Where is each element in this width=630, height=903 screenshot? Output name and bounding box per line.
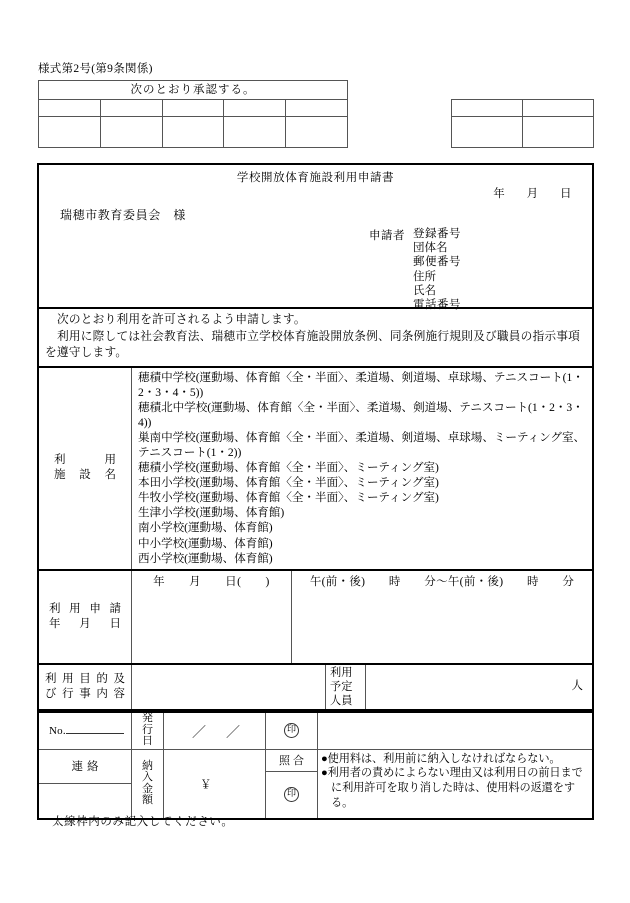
field-phone-number: 電話番号 bbox=[413, 299, 461, 312]
submission-date bbox=[475, 185, 572, 201]
attendance-unit-label: 人 bbox=[571, 679, 583, 692]
office-notes bbox=[318, 750, 592, 818]
field-group-name-text: 団体名 bbox=[413, 242, 448, 255]
attendance-label-line-3: 人員 bbox=[330, 694, 353, 707]
attendance-label-line-2: 予定 bbox=[330, 680, 353, 693]
form-number: 様式第2号(第9条関係) bbox=[38, 63, 153, 75]
use-date-day-header: 年 月 日( ) bbox=[153, 575, 270, 588]
issue-date-input[interactable] bbox=[164, 713, 266, 749]
year-label: 年 bbox=[493, 188, 506, 200]
list-item[interactable]: 穂積北中学校(運動場、体育館〈全・半面〉、柔道場、剣道場、テニスコート(1・2・3・4)) bbox=[138, 400, 584, 429]
statement-block bbox=[39, 309, 592, 368]
facilities-label-line-1: 利 用 bbox=[54, 454, 116, 467]
month-label: 月 bbox=[526, 188, 539, 200]
date-slash-icon: ／ bbox=[226, 725, 240, 741]
issue-date-label bbox=[132, 713, 164, 749]
payment-label-line-1: 納 bbox=[142, 759, 153, 772]
attendance-label bbox=[326, 665, 366, 709]
approval-right-title-row bbox=[452, 100, 594, 117]
attendance-label-line-1: 利用 bbox=[330, 666, 353, 679]
approval-right-cell[interactable] bbox=[452, 117, 523, 148]
receipt-number-cell[interactable] bbox=[39, 713, 132, 749]
use-date-time-header: 午(前・後) 時 分〜午(前・後) 時 分 bbox=[309, 575, 575, 588]
list-item[interactable]: 穂積小学校(運動場、体育館〈全・半面〉、ミーティング室) bbox=[138, 461, 439, 475]
approval-cell[interactable] bbox=[286, 117, 348, 148]
payment-label-line-3: 金 bbox=[142, 782, 153, 795]
purpose-label bbox=[39, 665, 132, 709]
statement-line-1: 次のとおり利用を許可されるよう申請します。 bbox=[57, 313, 306, 326]
verification-cell bbox=[266, 750, 318, 818]
issue-date-label-line-3: 日 bbox=[142, 735, 153, 748]
field-name-text: 氏名 bbox=[413, 284, 436, 297]
list-item[interactable]: 本田小学校(運動場、体育館〈全・半面〉、ミーティング室) bbox=[138, 476, 439, 490]
approval-cell[interactable] bbox=[224, 117, 286, 148]
office-use-row-2 bbox=[39, 750, 592, 818]
seal-icon: 印 bbox=[284, 787, 299, 802]
issue-date-label-line-2: 行 bbox=[142, 723, 153, 736]
approval-stamp-row bbox=[39, 117, 348, 148]
payment-label-line-4: 額 bbox=[142, 794, 153, 807]
field-address-text: 住所 bbox=[413, 270, 436, 283]
applicant-fields bbox=[413, 227, 475, 312]
approval-header-label: 次のとおり承認する。 bbox=[39, 81, 348, 100]
list-item[interactable]: 中小学校(運動場、体育館) bbox=[138, 536, 273, 550]
use-date-label-line-1: 利 用 申 請 bbox=[49, 602, 121, 615]
office-note-spacer bbox=[318, 713, 592, 749]
field-address bbox=[413, 270, 475, 284]
approval-cell[interactable] bbox=[286, 100, 348, 117]
use-date-fields bbox=[132, 571, 592, 663]
field-postal-code: 郵便番号 bbox=[413, 256, 461, 269]
field-group-name bbox=[413, 241, 475, 255]
facilities-section bbox=[39, 368, 592, 571]
payment-label-line-2: 入 bbox=[142, 771, 153, 784]
list-item[interactable]: 生津小学校(運動場、体育館) bbox=[138, 506, 285, 520]
receipt-number-label bbox=[49, 725, 124, 737]
list-item[interactable]: 南小学校(運動場、体育館) bbox=[138, 521, 273, 535]
verification-seal-cell[interactable] bbox=[266, 772, 317, 818]
approval-cell[interactable] bbox=[39, 117, 101, 148]
purpose-label-line-1: 利 用 目 的 及 bbox=[45, 672, 125, 685]
use-date-time-column[interactable] bbox=[292, 571, 592, 663]
purpose-label-line-2: び 行 事 内 容 bbox=[45, 687, 125, 700]
office-use-row-1 bbox=[39, 713, 592, 750]
contact-cell[interactable] bbox=[39, 750, 132, 818]
addressee: 瑞穂市教育委員会 様 bbox=[60, 208, 187, 222]
approval-title-row bbox=[39, 100, 348, 117]
office-use-section bbox=[39, 711, 592, 818]
field-registration-number: 登録番号 bbox=[413, 228, 461, 240]
approval-cell[interactable] bbox=[162, 117, 224, 148]
approval-cell[interactable] bbox=[100, 100, 162, 117]
office-note-1: ●使用料は、利用前に納入しなければならない。 bbox=[321, 752, 561, 765]
approval-cell[interactable] bbox=[39, 100, 101, 117]
currency-symbol: ￥ bbox=[200, 778, 212, 791]
seal-icon: 印 bbox=[284, 723, 299, 738]
contact-label: 連絡 bbox=[39, 750, 131, 784]
use-date-day-column[interactable] bbox=[132, 571, 292, 663]
applicant-block bbox=[369, 227, 475, 312]
approval-cell[interactable] bbox=[224, 100, 286, 117]
approval-right-cell[interactable] bbox=[452, 100, 523, 117]
attendance-input[interactable] bbox=[366, 665, 592, 709]
facilities-label-line-2: 施 設 名 bbox=[54, 469, 116, 482]
page-title: 学校開放体育施設利用申請書 bbox=[236, 172, 395, 184]
footer-note: 太線枠内のみ記入してください。 bbox=[52, 816, 234, 828]
date-slash-icon: ／ bbox=[192, 725, 206, 741]
list-item[interactable]: 巣南中学校(運動場、体育館〈全・半面〉、柔道場、剣道場、卓球場、ミーティング室、テニスコート(1・2)) bbox=[138, 430, 586, 459]
purpose-section bbox=[39, 665, 592, 711]
field-name bbox=[413, 284, 475, 298]
approval-cell[interactable] bbox=[100, 117, 162, 148]
facilities-label bbox=[39, 368, 132, 569]
purpose-input[interactable] bbox=[132, 665, 326, 709]
receipt-number-blank[interactable] bbox=[66, 733, 124, 734]
approval-table bbox=[38, 80, 348, 148]
approval-right-cell[interactable] bbox=[523, 100, 594, 117]
form-header bbox=[39, 165, 592, 312]
approval-table-right bbox=[451, 99, 594, 148]
use-date-section bbox=[39, 571, 592, 665]
application-form bbox=[37, 163, 594, 820]
issue-date-label-line-1: 発 bbox=[142, 712, 153, 725]
use-date-label bbox=[39, 571, 132, 663]
use-date-label-line-2: 年 月 日 bbox=[49, 617, 121, 630]
verification-label: 照合 bbox=[266, 750, 317, 772]
approval-right-stamp-row bbox=[452, 117, 594, 148]
no-label-text: No. bbox=[49, 724, 66, 737]
issue-seal-cell[interactable] bbox=[266, 713, 318, 749]
payment-amount-label bbox=[132, 750, 164, 818]
office-note-2: ●利用者の責めによらない理由又は利用日の前日までに利用許可を取り消した時は、使用料の返還をする。 bbox=[321, 767, 583, 809]
approval-header-row bbox=[39, 81, 348, 100]
list-item[interactable]: 牛牧小学校(運動場、体育館〈全・半面〉、ミーティング室) bbox=[138, 491, 439, 505]
facilities-list[interactable] bbox=[132, 368, 592, 569]
statement-line-2: 利用に際しては社会教育法、瑞穂市立学校体育施設開放条例、同条例施行規則及び職員の指示事項を遵守します。 bbox=[45, 329, 581, 359]
list-item[interactable]: 西小学校(運動場、体育館) bbox=[138, 551, 273, 565]
payment-amount-input[interactable] bbox=[164, 750, 266, 818]
approval-cell[interactable] bbox=[162, 100, 224, 117]
approval-right-cell[interactable] bbox=[523, 117, 594, 148]
applicant-label: 申請者 bbox=[369, 230, 405, 242]
day-label: 日 bbox=[560, 188, 572, 200]
list-item[interactable]: 穂積中学校(運動場、体育館〈全・半面〉、柔道場、剣道場、卓球場、テニスコート(1・2・3・4・5)) bbox=[138, 370, 584, 399]
